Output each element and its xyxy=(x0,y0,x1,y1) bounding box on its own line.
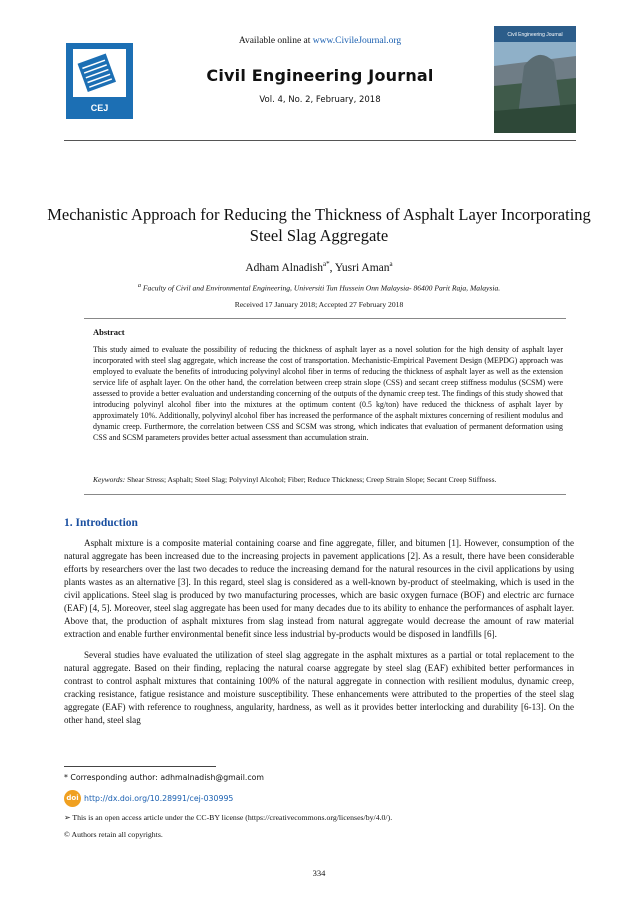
author-affil-mark: a xyxy=(389,260,393,268)
affiliation: $^a$ Faculty of Civil and Environmental Engineering, Universiti Tun Hussein Onn Malaysia- 86400 Parit Raja, Malaysia. xyxy=(137,282,501,293)
doi-link[interactable]: http://dx.doi.org/10.28991/cej-030995 xyxy=(84,794,234,803)
authors-line: Adham Alnadish$^{a*}$, Yusri Aman$^a$ xyxy=(245,260,393,274)
license-note: ➢ This is an open access article under the CC-BY license (https://creativecommons.org/licenses/by/4.0/). xyxy=(64,813,393,822)
journal-logo xyxy=(66,43,133,119)
header-divider xyxy=(64,140,576,141)
received-dates: Received 17 January 2018; Accepted 27 February 2018 xyxy=(234,300,404,309)
volume-info: Vol. 4, No. 2, February, 2018 xyxy=(259,95,381,105)
paper-title: Mechanistic Approach for Reducing the Thickness of Asphalt Layer Incorporating Steel Slag Aggregate xyxy=(47,205,591,245)
corresponding-author: * Corresponding author: adhmalnadish@gmail.com xyxy=(64,773,264,782)
author-affil-mark: a* xyxy=(322,260,330,268)
abstract-text: This study aimed to evaluate the possibility of reducing the thickness of asphalt layer as a novel solution for the high density of asphalt layer incorporated with steel slag aggregate, which increase the cost of transportation. Mechanistic-Empirical Pavement Design (MEPDG) approach was employed to evaluate the benefits of introducing polyvinyl alcohol fiber in terms of reducing the thickness of asphalt layer as well as the extension service life of asphalt layer. On the other hand, the correlation between creep strain slope (CSS) and secant creep stiffness modulus (SCSM) were assessed to provide a better evaluation and understanding concerning of the outputs of the dynamic creep test. The findings of this study showed that introducing polyvinyl alcohol fiber into the mixtures at the optimum content (0.5 kg/ton) have reduced the thickness of asphalt layer by approximately 10%. Additionally, polyvinyl alcohol fiber has increased the performance of the asphalt mixtures concerning of resilient modulus and dynamic creep. Furthermore, the correlation between CSS and SCSM was strong, which indicates that evaluation of permanent deformation using CSS and SCSM parameters provides better actual assessment than accumulation strain. xyxy=(93,345,563,442)
abstract-top-divider xyxy=(84,318,566,319)
author-name: Yusri Aman xyxy=(334,261,390,274)
keywords xyxy=(93,475,563,484)
paragraph: Asphalt mixture is a composite material containing coarse and fine aggregate, filler, and bitumen [1]. However, consumption of the natural aggregate has been increased due to the increasing projects in pavement applications [2]. As a result, there have been considerable efforts by researchers over the last two decades to reduce the increasing demand for the natural resources in the civil applications by using plants wastes as an alternative [3]. In this regard, steel slag is considered as a well-known by-product of steelmaking, which is used in the civil applications. Steel slag is produced by two manufacturing processes, which are basic oxygen furnace (BOF) and electric arc furnace (EAF) [4, 5]. Moreover, steel slag aggregate has been used for many decades due to its ability to enhance the performances of asphalt layer. Above that, the production of asphalt mixtures from slag instead from natural aggregate would decrease the amount of raw material extraction and enable further environmental benefit since less industrial by-products would be disposed in landfills [6]. xyxy=(64,538,574,639)
abstract-bottom-divider xyxy=(84,494,566,495)
availability-line: Available online at www.CivileJournal.org xyxy=(238,36,402,46)
journal-header xyxy=(150,36,490,105)
cover-title: Civil Engineering Journal xyxy=(507,32,563,38)
author-name: Adham Alnadish xyxy=(245,261,323,274)
abstract-heading: Abstract xyxy=(93,327,125,337)
keywords-list: Shear Stress; Asphalt; Steel Slag; Polyvinyl Alcohol; Fiber; Reduce Thickness; Creep Strain Slope; Secant Creep Stiffness. xyxy=(125,475,497,484)
page-number: 334 xyxy=(312,868,326,878)
section-heading: 1. Introduction xyxy=(64,517,138,529)
logo-text: CEJ xyxy=(90,103,109,113)
journal-cover-image xyxy=(494,26,576,133)
footnote-divider xyxy=(64,766,216,767)
copyright-note: © Authors retain all copyrights. xyxy=(64,830,163,839)
keywords-label: Keywords: xyxy=(93,475,126,484)
journal-title: Civil Engineering Journal xyxy=(206,66,434,85)
paragraph: Several studies have evaluated the utilization of steel slag aggregate in the asphalt mixtures as a partial or total replacement to the natural aggregate. Based on their finding, replacing the natural coarse aggregate by steel slag (EAF) exhibited better performances in contrast to control asphalt mixtures that containing 100% of the natural aggregate in connection with resilient modulus, dynamic creep, cracking resistance, fatigue resistance and moisture susceptibility. These enhancements were attributed to the properties of the steel slag aggregate (EAF) with reference to roughness, angularity, hardness, as well as it provides better interlocking and durability [6-13]. On the other hand, steel slag xyxy=(64,650,574,725)
doi-icon: doi xyxy=(64,790,81,807)
journal-website-link[interactable]: www.CivileJournal.org xyxy=(312,36,402,46)
